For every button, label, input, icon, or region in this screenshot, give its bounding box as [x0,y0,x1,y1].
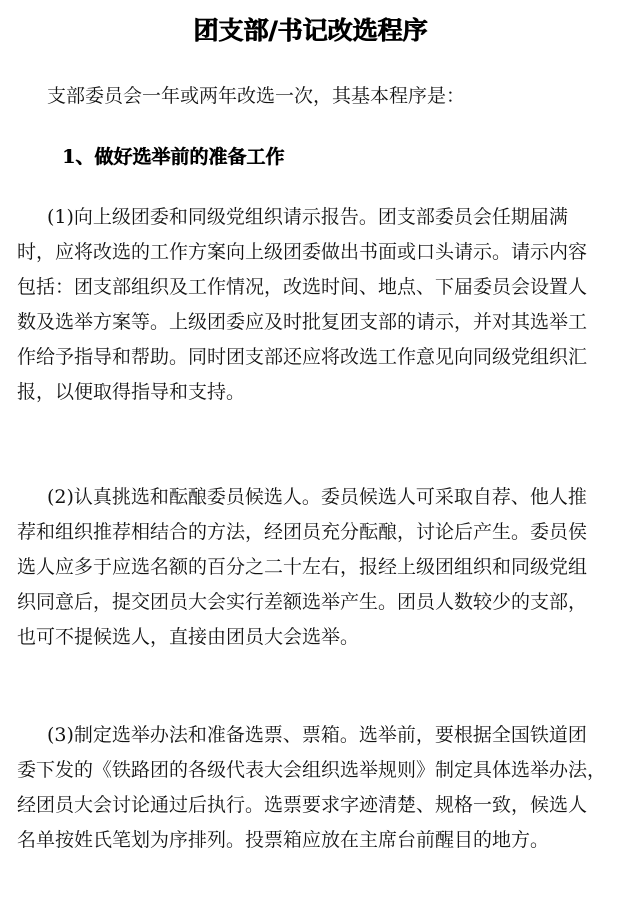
paragraph-line: 经团员大会讨论通过后执行。选票要求字迹清楚、规格一致，候选人 [17,794,588,816]
paragraph-line: 包括：团支部组织及工作情况，改选时间、地点、下届委员会设置人 [17,276,588,298]
paragraph-line: 荐和组织推荐相结合的方法，经团员充分酝酿，讨论后产生。委员侯 [17,521,588,543]
paragraph-line: 选人应多于应选名额的百分之二十左右，报经上级团组织和同级党组 [17,556,588,578]
paragraph-line: 织同意后，提交团员大会实行差额选举产生。团员人数较少的支部， [17,591,588,613]
paragraph-line: 名单按姓氏笔划为序排列。投票箱应放在主席台前醒目的地方。 [17,829,550,851]
intro-text: 支部委员会一年或两年改选一次，其基本程序是： [47,85,466,107]
paragraph-2 [17,480,601,655]
paragraph-line: 作给予指导和帮助。同时团支部还应将改选工作意见向同级党组织汇 [17,346,588,368]
paragraph-line: 时，应将改选的工作方案向上级团委做出书面或口头请示。请示内容 [17,241,588,263]
paragraph-line: 报，以便取得指导和支持。 [17,381,246,403]
paragraph-line: (2)认真挑选和酝酿委员候选人。委员候选人可采取自荐、他人推 [47,486,587,508]
paragraph-1 [17,200,601,410]
paragraph-line: (3)制定选举办法和准备选票、票箱。选举前，要根据全国铁道团 [47,724,587,746]
paragraph-line: 也可不提候选人，直接由团员大会选举。 [17,626,360,648]
document-title: 团支部/书记改选程序 [193,16,428,45]
paragraph-line: 委下发的《铁路团的各级代表大会组织选举规则》制定具体选举办法， [17,759,607,781]
section-heading: 1、做好选举前的准备工作 [62,146,285,168]
paragraph-line: (1)向上级团委和同级党组织请示报告。团支部委员会任期届满 [47,206,568,228]
paragraph-line: 数及选举方案等。上级团委应及时批复团支部的请示，并对其选举工 [17,311,588,333]
paragraph-3 [17,718,607,858]
